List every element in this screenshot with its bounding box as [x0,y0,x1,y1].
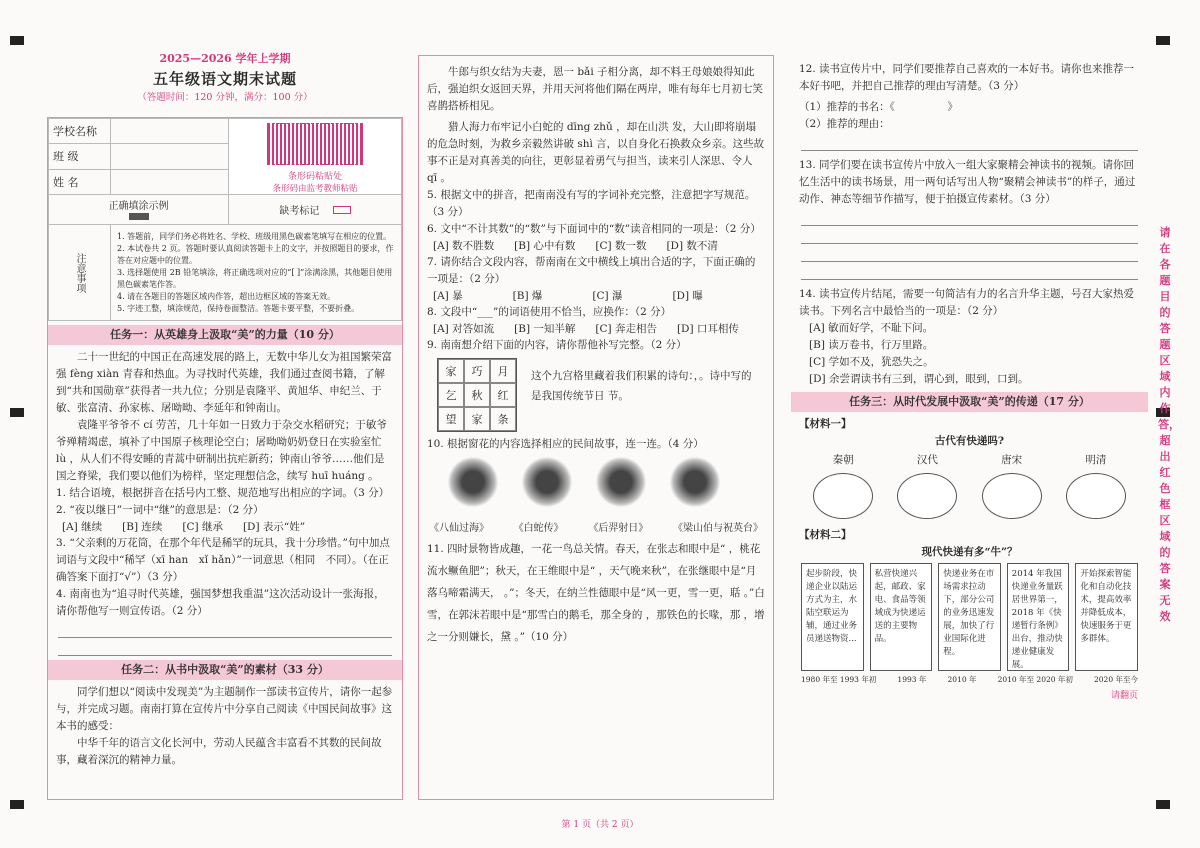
grid-cell: 条 [490,407,516,431]
class-label: 班 级 [49,144,111,169]
grid-cell: 秋 [464,383,490,407]
cartoon-row [791,471,1148,521]
timeline-card: 开始探索智能化和自动化技术，提高效率并降低成本，快速服务于更多群体。 [1075,563,1138,671]
notice-item: 2. 本试卷共 2 页。答题时要认真阅读答题卡上的文字，并按照题目的要求，作答在对应题中的位置。 [117,243,394,265]
courier-cartoon-icon [897,473,957,519]
column-1 [47,117,403,800]
question-5: 5. 根据文中的拼音，把南南没有写的字词补充完整，注意把字写规范。（3 分） [427,189,756,218]
registration-mark [1156,800,1170,809]
timeline-card: 起步阶段，快递企业以陆运方式为主，水陆空联运为辅，通过业务员递送物资... [801,563,864,671]
barcode-area [229,119,402,195]
timeline-years [791,671,1148,688]
grid-cell: 望 [438,407,464,431]
name-label: 姓 名 [49,169,111,194]
answer-line[interactable] [801,226,1138,244]
grid-cell: 红 [490,383,516,407]
option[interactable]: [A] 对答如流 [433,323,495,335]
col2-para2: 猎人海力布牢记小白蛇的 dīng zhǔ ，却在山洪 发，大山即将崩塌的危急时刻，为救乡亲毅然讲破 shì 言，以自身化石换救众乡亲。这些故事不正是对真善美的向往，更彰显着勇气与担当，读来引人深思、令人 qī 。 [427,121,765,184]
option[interactable]: [C] 瀑 [592,290,623,302]
col2-para1: 牛郎与织女结为夫妻，恩一 bǎi 子相分离，却不料王母娘娘得知此后，强迫织女返回天界，并用天河将他们隔在两岸，唯有每年七月初七笑喜鹊搭桥相见。 [427,66,763,112]
grid-cell: 乞 [438,383,464,407]
q12-reason: （2）推荐的理由： [799,118,890,130]
q7-options [419,288,773,304]
paper-cut-archer-icon [669,457,721,507]
timeline-cards [791,563,1148,671]
option[interactable]: [D] 口耳相传 [676,323,739,335]
material-1-label: 【材料一】 [799,418,852,430]
era-label: 唐宋 [1001,454,1023,466]
story-item[interactable]: 《白蛇传》 [513,523,564,534]
class-field[interactable] [111,144,229,169]
registration-mark [10,800,24,809]
column-2 [418,55,774,800]
student-info-table [48,118,402,321]
era-label: 秦朝 [832,454,854,466]
q9-body [419,354,773,436]
exam-meta: （答题时间：120 分钟，满分：100 分） [137,92,313,103]
question-1: 1. 结合语境，根据拼音在括号内工整、规范地写出相应的字词。（3 分） [56,487,390,499]
school-label: 学校名称 [49,119,111,144]
option[interactable]: [A] 暴 [433,290,463,302]
name-field[interactable] [111,169,229,194]
answer-line[interactable] [801,208,1138,226]
question-14: 14. 读书宣传片结尾，需要一句简洁有力的名言升华主题，号召大家热爱读书。下列名言中最恰当的一项是：（2 分） [799,288,1135,317]
barcode-label: 条形码粘贴处 [287,172,342,182]
q2-options [48,519,402,535]
material-1-title: 古代有快递吗? [934,435,1005,447]
notice-item: 3. 选择题使用 2B 铅笔填涂，将正确选项对应的“[ ]”涂满涂黑，其他题目使用黑色碳素笔作答。 [117,267,393,289]
task1-para1: 二十一世纪的中国正在高速发展的路上，无数中华儿女为祖国繁荣富强 fèng xiàn 青春和热血。为寻找时代英雄，我们通过查阅书籍，了解到“共和国勋章”获得者一共九位；分别是袁隆平、黄旭华、申纪兰、于敏、张富清、孙家栋、屠呦呦、李延年和钟南山。 [56,351,392,414]
notice-item: 5. 字迹工整，填涂规范，保持卷面整洁。答题卡要平整，不要折叠。 [117,303,360,313]
timeline-card: 私营快递兴起，邮政、家电、食品等领域成为快递运送的主要物品。 [870,563,933,671]
timeline-year: 2020 年至今 [1094,675,1138,684]
registration-mark [1156,36,1170,45]
material-2-label: 【材料二】 [799,529,852,541]
option[interactable]: [D] 表示“姓” [242,521,306,533]
school-field[interactable] [111,119,229,144]
option[interactable]: [C] 数一数 [595,240,647,252]
question-9: 9. 南南想介绍下面的内容，请你帮他补写完整。（2 分） [427,339,687,351]
barcode-note: 条形码由监考教师粘贴 [272,184,358,194]
task1-para2: 袁隆平爷爷不 cí 劳苦，几十年如一日致力于杂交水稻研究；于敏爷爷殚精竭虑，填补了中国原子核理论空白；屠呦呦奶奶登日在实验室忙 lù ，从人们不得安睡的青蒿中研制出抗疟新药；钟南山爷爷……他们是国之脊梁，我们要以他们为榜样，坚定理想信念，续写 huī huáng 。 [56,419,387,482]
notice-list [111,225,402,321]
task2-intro: 同学们想以“阅读中发现美”为主题制作一部读书宣传片，请你一起参与，并完成习题。南南打算在宣传片中分享自己阅读《中国民间故事》这本书的感受： [56,686,393,732]
courier-cartoon-icon [982,473,1042,519]
option[interactable]: [B] 心中有数 [514,240,576,252]
q6-options [419,238,773,254]
side-warning: 请在各题目的答题区域内作答，超出红色框区域的答案无效 [1158,226,1180,623]
paper-cut-butterfly-icon [447,457,499,507]
absent-label: 缺考标记 [279,206,320,217]
option[interactable]: [C] 学如不及，犹恐失之。 [809,356,934,368]
registration-mark [10,36,24,45]
q9-text: 这个九宫格里藏着我们积累的诗句：，。诗中写的是我国传统节日 节。 [531,370,752,402]
answer-line[interactable] [801,133,1138,151]
paper-cuts [419,453,773,511]
question-7: 7. 请你结合文段内容，帮南南在文中横线上填出合适的字，下面正确的一项是：（2 分） [427,256,756,285]
era-row [791,448,1148,471]
paper-cut-boat-icon [595,457,647,507]
turn-page-label: 请翻页 [1110,691,1138,701]
grid-cell: 月 [490,359,516,383]
story-list [419,511,773,538]
question-12: 12. 读书宣传片中，同学们要推荐自己喜欢的一本好书。请你也来推荐一本好书吧，并把自己推荐的理由写清楚。（3 分） [799,63,1135,92]
grid-cell: 巧 [464,359,490,383]
question-11: 11. 四时景物皆成趣，一花一鸟总关情。春天，在张志和眼中是“ ，桃花流水鳜鱼肥”；秋天，在王维眼中是“ ，天气晚来秋”，在张继眼中是“月落乌啼霜满天， 。”；冬天，在纳兰性德眼中是“风一更，雪一更，聒 。”白雪，在郭沫若眼中是“那雪白的鹅毛，那全身的 ，那铁色的长喙，那 ，增之一分则嫌长，黛 。”（10 分） [427,543,765,643]
option[interactable]: [B] 一知半解 [514,323,576,335]
option[interactable]: [A] 敏而好学，不耻下问。 [809,322,934,334]
timeline-year: 1993 年 [897,675,927,684]
question-3: 3. “父亲剩的万花筒，在那个年代是稀罕的玩具，我十分珍惜。”句中加点词语与文段中“稀罕（xī han xǐ hǎn）”一词意思（相同 不同）。（在正确答案下面打“√”）（3 分） [56,537,390,583]
story-item[interactable]: 《后羿射日》 [588,523,649,534]
task2-para: 中华千年的语言文化长河中，劳动人民蕴含丰富看不其数的民间故事，藏着深沉的精神力量。 [56,737,382,766]
question-13: 13. 同学们要在读书宣传片中放入一组大家聚精会神读书的视频。请你回忆生活中的读书场景，用一两句话写出人物“聚精会神读书”的样子，通过动作、神态等细节作描写，便于拍摄宣传素材。（3 分） [799,159,1136,205]
era-label: 明清 [1085,454,1107,466]
timeline-card: 快递业务在市场需求拉动下，部分公司的业务迅速发展，加快了行业国际化进程。 [938,563,1001,671]
paper-cut-figures-icon [521,457,573,507]
registration-mark [10,408,24,417]
option[interactable]: [D] 数不清 [666,240,718,252]
answer-line[interactable] [58,620,392,638]
timeline-card: 2014 年我国快递业务量跃居世界第一，2018 年《快递暂行条例》出台，推动快递业健康发展。 [1007,563,1070,671]
option[interactable]: [D] 余尝谓读书有三到，谓心到，眼到，口到。 [809,373,1029,385]
absent-checkbox[interactable] [333,206,351,214]
term-label: 2025—2026 学年上学期 [159,52,291,65]
exam-header [47,50,403,112]
q8-options [419,321,773,337]
option[interactable]: [A] 继续 [62,521,103,533]
option[interactable]: [C] 继承 [182,521,223,533]
notice-item: 4. 请在各题目的答题区域内作答，超出边框区域的答案无效。 [117,291,336,301]
option[interactable]: [D] 曝 [672,290,703,302]
notice-label: 注意事项 [49,225,111,321]
timeline-year: 2010 年至 2020 年初 [997,675,1073,684]
material-2-title: 现代快递有多“牛”？ [921,546,1018,558]
timeline-year: 1980 年至 1993 年初 [801,675,877,684]
question-10: 10. 根据窗花的内容选择相应的民间故事，连一连。（4 分） [427,438,704,450]
option[interactable]: [B] 爆 [512,290,543,302]
question-6: 6. 文中“不计其数”的“数”与下面词中的“数”读音相同的一项是：（2 分） [427,223,761,235]
fill-example-label: 正确填涂示例 [108,200,169,212]
barcode-icon [267,123,363,165]
grid-cell: 家 [464,407,490,431]
story-item[interactable]: 《梁山伯与祝英台》 [672,523,763,534]
column-3 [791,57,1148,802]
timeline-year: 2010 年 [947,675,977,684]
task3-title: 任务三：从时代发展中汲取“美”的传递（17 分） [791,392,1148,412]
answer-line[interactable] [801,244,1138,262]
notice-item: 1. 答题前，同学们务必将姓名、学校、班级用黑色碳素笔填写在相应的位置。 [117,231,392,241]
grid-cell: 家 [438,359,464,383]
question-8: 8. 文段中“___”的词语使用不恰当，应换作：（2 分） [427,306,672,318]
story-item[interactable]: 《八仙过海》 [429,523,489,534]
q12-book: （1）推荐的书名：《 》 [799,101,958,113]
answer-line[interactable] [801,262,1138,280]
exam-title: 五年级语文期末试题 [152,70,297,88]
answer-line[interactable] [58,638,392,656]
filled-box-icon [129,213,149,220]
courier-cartoon-icon [1066,473,1126,519]
page-footer: 第 1 页（共 2 页） [561,820,639,830]
option[interactable]: [A] 数不胜数 [433,240,495,252]
task2-title: 任务二：从书中汲取“美”的素材（33 分） [48,660,402,680]
courier-cartoon-icon [813,473,873,519]
nine-grid [437,358,517,432]
task1-title: 任务一：从英雄身上汲取“美”的力量（10 分） [48,325,402,345]
option[interactable]: [B] 连续 [122,521,163,533]
option[interactable]: [B] 读万卷书，行万里路。 [809,339,934,351]
era-label: 汉代 [916,454,938,466]
question-2: 2. “夜以继日”一词中“继”的意思是：（2 分） [56,504,264,516]
q14-options [791,320,1148,388]
option[interactable]: [C] 奔走相告 [595,323,657,335]
question-4: 4. 南南也为“追寻时代英雄，强国梦想我重温”这次活动设计一张海报，请你帮他写一则宣传语。（2 分） [56,588,385,617]
